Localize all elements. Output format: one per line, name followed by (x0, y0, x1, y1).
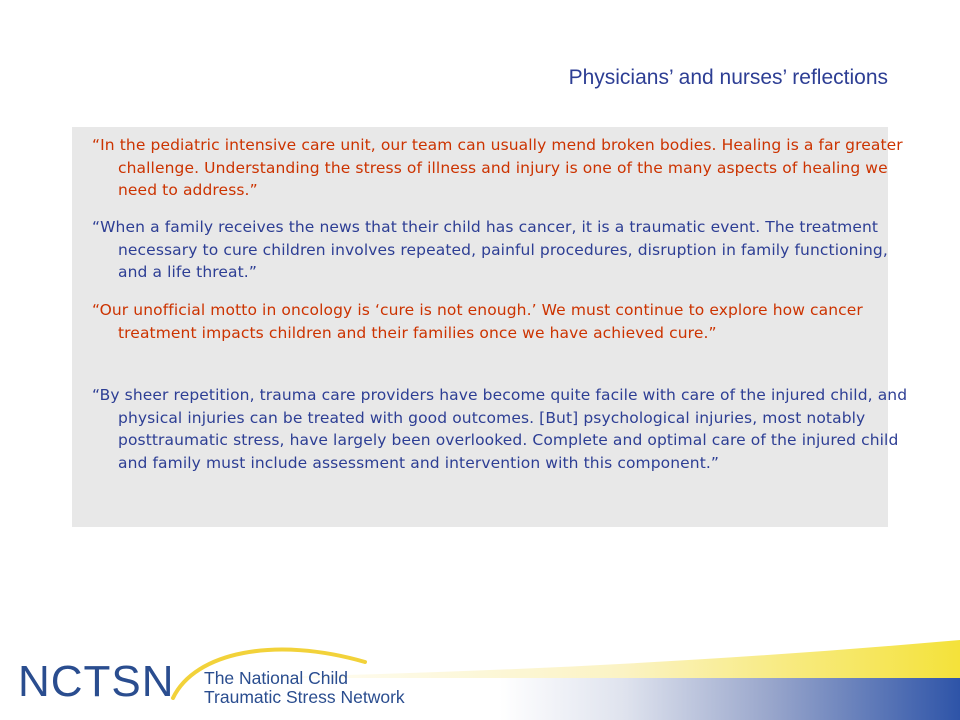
slide-title: Physicians’ and nurses’ reflections (568, 66, 888, 89)
logo-line-network: Traumatic Stress Network (204, 687, 405, 707)
quote-pediatric-icu: “In the pediatric intensive care unit, our team can usually mend broken bodies. Healing is a far greater challenge. Understanding the stress of illness and injury is one of the many aspects of healing we need to address.” (92, 136, 903, 199)
nctsn-logo-wordmark: NCTSN (18, 657, 175, 706)
quote-trauma-care: “By sheer repetition, trauma care providers have become quite facile with care of the injured child, and physical injuries can be treated with good outcomes. [But] psychological injuries, most notably posttraumatic stress, have largely been overlooked. Complete and optimal care of the injured child and family must include assessment and intervention with this component.” (92, 386, 908, 472)
quote-family-cancer: “When a family receives the news that their child has cancer, it is a traumatic event. The treatment necessary to cure children involves repeated, painful procedures, disruption in family functioning, and a life threat.” (92, 218, 888, 281)
quote-oncology-motto: “Our unofficial motto in oncology is ‘cure is not enough.’ We must continue to explore how cancer treatment impacts children and their families once we have achieved cure.” (92, 301, 863, 342)
logo-line-organization: The National Child (204, 668, 348, 688)
quotes-panel (72, 127, 908, 527)
